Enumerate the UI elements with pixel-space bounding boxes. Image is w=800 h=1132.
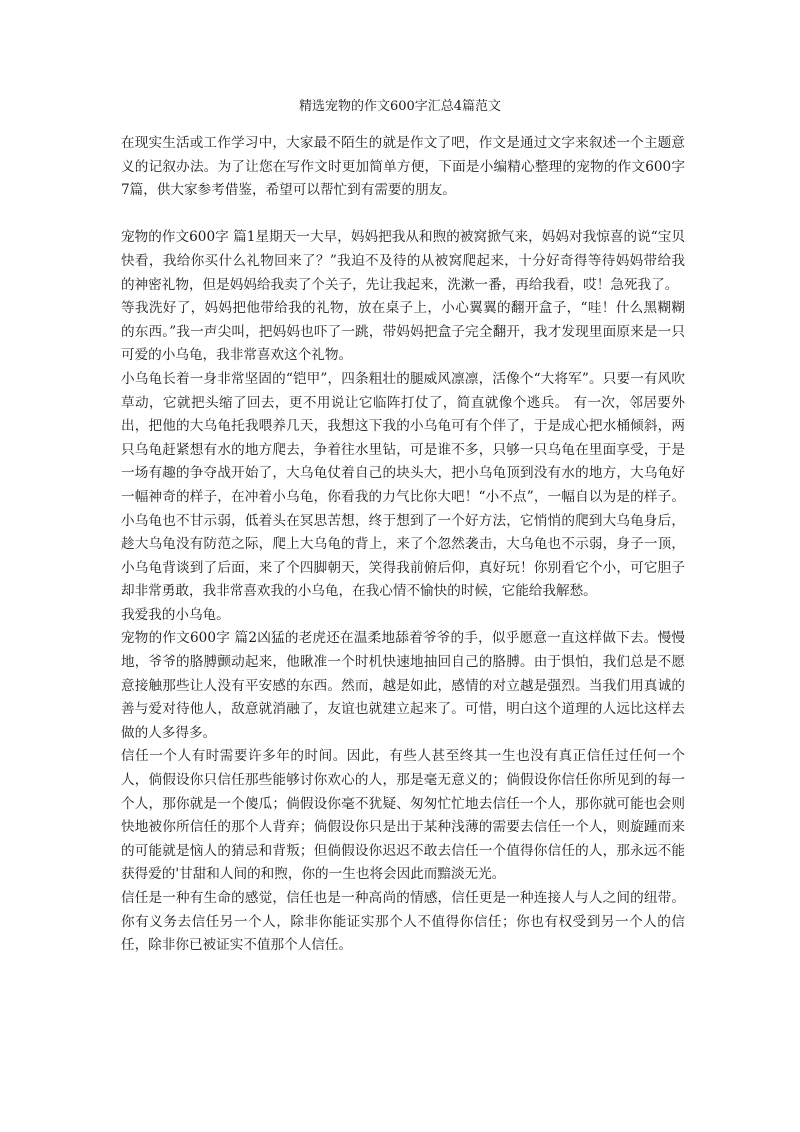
body-paragraph: 宠物的作文600字 篇1星期天一大早，妈妈把我从和煦的被窝掀气来，妈妈对我惊喜的说“宝贝快看，我给你买什么礼物回来了？”我迫不及待的从被窝爬起来，十分好奇得等待妈妈带给我的神密礼物，但是妈妈给我卖了个关子，先让我起来，洗漱一番，再给我看，哎！急死我了。 [121,229,685,293]
intro-paragraph: 在现实生活或工作学习中，大家最不陌生的就是作文了吧，作文是通过文字来叙述一个主题意义的记叙办法。为了让您在写作文时更加简单方便，下面是小编精心整理的宠物的作文600字7篇，供大家参考借鉴，希望可以帮忙到有需要的朋友。 [121,135,685,199]
body-paragraph: 等我洗好了，妈妈把他带给我的礼物，放在桌子上，小心翼翼的翻开盒子，“哇！什么黑糊糊的东西。”我一声尖叫，把妈妈也吓了一跳，带妈妈把盒子完全翻开，我才发现里面原来是一只可爱的小乌龟，我非常喜欢这个礼物。 [121,300,685,364]
paragraph-gap [121,203,685,227]
body-paragraph: 宠物的作文600字 篇2凶猛的老虎还在温柔地舔着爷爷的手，似乎愿意一直这样做下去。慢慢地，爷爷的胳膊颤动起来，他瞅准一个时机快速地抽回自己的胳膊。由于惧怕，我们总是不愿意接触那些让人没有平安感的东西。然而，越是如此，感情的对立越是强烈。当我们用真诚的善与爱对待他人，敌意就消融了，友谊也就建立起来了。可惜，明白这个道理的人远比这样去做的人多得多。 [121,630,685,741]
body-paragraph: 我爱我的小乌龟。 [121,606,230,623]
document-title: 精选宠物的作文600字汇总4篇范文 [298,99,502,114]
body-paragraph: 信任是一种有生命的感觉，信任也是一种高尚的情感，信任更是一种连接人与人之间的纽带。你有义务去信任另一个人，除非你能证实那个人不值得你信任；你也有权受到另一个人的信任，除非你已被证实不值那个人信任。 [121,890,685,954]
document-body [121,132,685,958]
body-paragraph: 小乌龟长着一身非常坚固的“铠甲”，四条粗壮的腿威风凛凛，活像个“大将军”。只要一有风吹草动，它就把头缩了回去，更不用说让它临阵打仗了，简直就像个逃兵。 有一次，邻居要外出，把他的大乌龟托我喂养几天，我想这下我的小乌龟可有个伴了，于是成心把水桶倾斜，两只乌龟赶紧想有水的地方爬去，争着往水里钻，可是谁不多，只够一只乌龟在里面享受，于是一场有趣的争夺战开始了，大乌龟仗着自己的块头大，把小乌龟顶到没有水的地方，大乌龟好一幅神奇的样子，在冲着小乌龟，你看我的力气比你大吧！“小不点”，一幅自以为是的样子。小乌龟也不甘示弱，低着头在冥思苦想，终于想到了一个好方法，它悄悄的爬到大乌龟身后，趁大乌龟没有防范之际，爬上大乌龟的背上，来了个忽然袭击，大乌龟也不示弱，身子一顶，小乌龟背谈到了后面，来了个四脚朝天，笑得我前俯后仰，真好玩！你别看它个小，可它胆子却非常勇敢，我非常喜欢我的小乌龟，在我心情不愉快的时候，它能给我解愁。 [121,370,685,600]
body-paragraph: 信任一个人有时需要许多年的时间。因此，有些人甚至终其一生也没有真正信任过任何一个人，倘假设你只信任那些能够讨你欢心的人，那是毫无意义的；倘假设你信任你所见到的每一个人，那你就是一个傻瓜；倘假设你毫不犹疑、匆匆忙忙地去信任一个人，那你就可能也会则快地被你所信任的那个人背弃；倘假设你只是出于某种浅薄的需要去信任一个人，则旋踵而来的可能就是恼人的猜忌和背叛；但倘假设你迟迟不敢去信任一个值得你信任的人，那永远不能获得爱的'甘甜和人间的和煦，你的一生也将会因此而黯淡无光。 [121,748,685,883]
